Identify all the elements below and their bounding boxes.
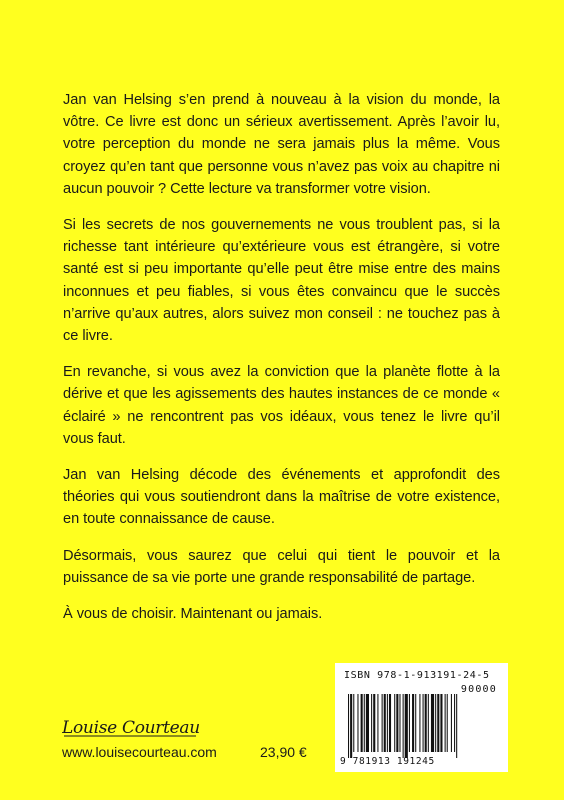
blurb-paragraph-3: En revanche, si vous avez la conviction que la planète flotte à la dérive et que les agissements des hautes instances de ce monde « éclairé » ne rencontrent pas vos idéaux, vous tenez le livre qu’il vous faut. [63, 364, 500, 447]
barcode-price-code: 90000 [460, 684, 497, 695]
back-cover-blurb [63, 89, 500, 639]
barcode-bars [336, 664, 507, 771]
barcode-bar [435, 694, 436, 752]
barcode-bar [425, 694, 427, 752]
barcode-bar [387, 694, 388, 752]
barcode-bar [366, 694, 369, 752]
barcode-bar [403, 694, 404, 758]
barcode-bar [437, 694, 439, 752]
publisher-logo [62, 716, 202, 743]
barcode-bar [382, 694, 383, 752]
barcode-bar [412, 694, 414, 752]
barcode-bar [396, 694, 398, 752]
barcode-bar [373, 694, 375, 752]
publisher-logo-script [62, 716, 202, 738]
barcode-bar [451, 694, 452, 752]
isbn-barcode [335, 663, 508, 772]
barcode-bar [423, 694, 424, 752]
svg-text:Louise Courteau: Louise Courteau [62, 718, 200, 738]
barcode-bar [361, 694, 363, 752]
barcode-bar [389, 694, 391, 752]
barcode-bar [409, 694, 410, 752]
barcode-bar [377, 694, 378, 752]
barcode-bar [419, 694, 420, 752]
barcode-bar [399, 694, 400, 752]
barcode-bar [348, 694, 349, 758]
barcode-bar [405, 694, 408, 758]
blurb-paragraph-1: Jan van Helsing s’en prend à nouveau à la vision du monde, la vôtre. Ce livre est donc un sérieux avertissement. Après l’avoir lu, votre perception du monde ne sera jamais plus la même. Vous croyez qu’en tant que personne vous n’avez pas voix au chapitre ni aucun pouvoir ? Cette lecture va transformer votre vision. [63, 92, 500, 197]
barcode-bar [431, 694, 434, 752]
barcode-bar [454, 694, 455, 752]
book-price: 23,90 € [260, 744, 307, 760]
blurb-paragraph-6: À vous de choisir. Maintenant ou jamais. [63, 606, 323, 623]
blurb-paragraph-2: Si les secrets de nos gouvernements ne vous troublent pas, si la richesse tant intérieure qu’extérieure vous est étrangère, si votre santé est si peu importante qu’elle peut être mise entre des mains inconnues et peu fiables, si vous êtes convaincu que le succès n’arrive qu’aux autres, alors suivez mon conseil : ne touchez pas à ce livre. [63, 217, 500, 345]
barcode-bar [350, 694, 352, 758]
barcode-bar [440, 694, 442, 752]
blurb-paragraph-4: Jan van Helsing décode des événements et approfondit des théories qui vous soutiendront dans la maîtrise de votre existence, en toute connaissance de cause. [63, 467, 500, 528]
barcode-bar [456, 694, 457, 758]
isbn-label: ISBN 978-1-913191-24-5 [344, 670, 490, 681]
publisher-website: www.louisecourteau.com [62, 744, 217, 760]
barcode-bar [447, 694, 448, 752]
barcode-bar [353, 694, 354, 752]
barcode-bar [445, 694, 446, 752]
barcode-bar [357, 694, 358, 752]
barcode-bar [384, 694, 386, 752]
barcode-bar [371, 694, 372, 752]
barcode-digits: 9 781913 191245 [340, 756, 435, 767]
blurb-paragraph-5: Désormais, vous saurez que celui qui tient le pouvoir et la puissance de sa vie porte une grande responsabilité de partage. [63, 547, 500, 586]
barcode-bar [415, 694, 416, 752]
barcode-bar [428, 694, 429, 752]
barcode-bar [364, 694, 365, 752]
barcode-bar [394, 694, 395, 752]
